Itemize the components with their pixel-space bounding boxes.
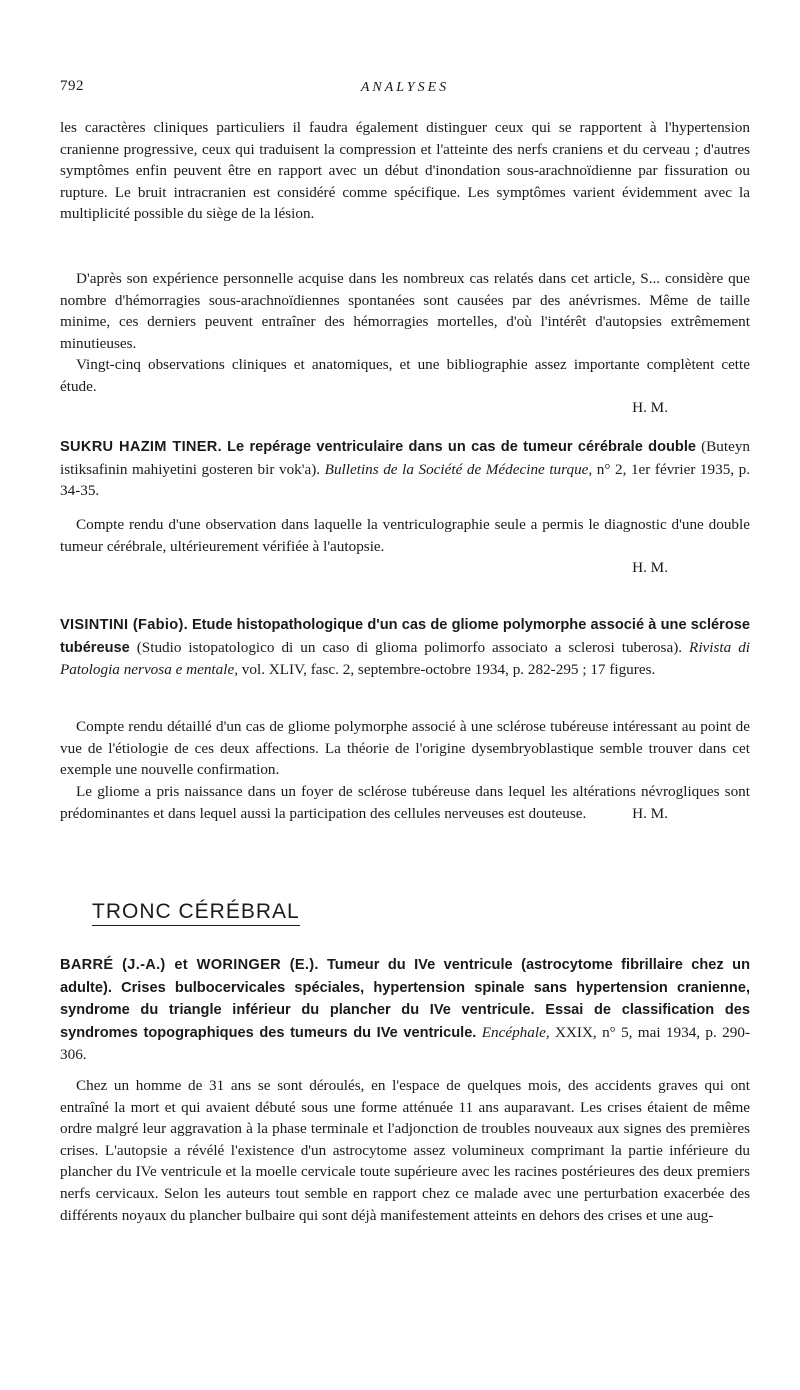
entry2-journal: Rivista di Patologia nervosa e mentale,: [60, 638, 751, 679]
entry3-author: BARRÉ (J.-A.) et WORINGER (E.).: [60, 957, 319, 973]
entry2-summary-2: [60, 781, 750, 824]
entry2-original-title: (Studio istopatologico di un caso di glioma polimorfo associato a sclerosi tuberosa).: [136, 638, 683, 656]
entry1-title: Le repérage ventriculaire dans un cas de tumeur cérébrale double: [227, 439, 696, 455]
intro-paragraph-1: les caractères cliniques particuliers il faudra également distinguer ceux qui se rapportent à l'hypertension cranienne progressive, ceux qui traduisent la compression et l'atteinte des nerfs craniens et du cerveau ; d'autres symptômes enfin peuvent être en rapport avec un début d'inondation sous-arachnoïdienne par fissuration ou rupture. Le bruit intracranien est considéré comme spécifique. Les symptômes varient évidemment avec la multiplicité possible du siège de la lésion.: [60, 119, 750, 223]
entry2-title: Etude histopathologique d'un cas de gliome polymorphe associé à une sclérose tubéreuse: [60, 617, 751, 656]
entry2-reference: [60, 614, 750, 681]
section-heading: TRONC CÉRÉBRAL: [92, 900, 300, 926]
intro-signature: H. M.: [632, 399, 668, 417]
entry2-summary-2-text: Le gliome a pris naissance dans un foyer de sclérose tubéreuse dans lequel les altérations névrogliques sont prédominantes et dans lequel aussi la participation des cellules nerveuses est douteuse.: [60, 783, 750, 822]
entry1-summary-text: Compte rendu d'une observation dans laquelle la ventriculographie seule a permis le diagnostic d'une double tumeur cérébrale, ultérieurement vérifiée à l'autopsie.: [60, 516, 750, 555]
entry3-citation: XXIX, n° 5, mai 1934, p. 290-306.: [60, 1023, 751, 1064]
page-number: 792: [60, 78, 84, 94]
entry2-summary-1: Compte rendu détaillé d'un cas de gliome polymorphe associé à une sclérose tubéreuse intéressant au point de vue de l'étiologie de ces deux affections. La théorie de l'origine dysembryoblastique semble trouver dans cet exemple une nouvelle confirmation.: [60, 718, 750, 779]
intro-paragraph-3: [60, 354, 750, 419]
entry3-journal: Encéphale,: [481, 1023, 550, 1041]
entry1-summary: [60, 514, 750, 579]
entry2-signature: H. M.: [632, 804, 668, 822]
entry3-summary: Chez un homme de 31 ans se sont déroulés, en l'espace de quelques mois, des accidents graves qui ont entraîné la mort et qui avaient débuté sous une forme atténuée 11 ans auparavant. Les crises étaient de même ordre malgré leur aggravation à la phase terminale et l'adjonction de troubles nouveaux aux signes des premières crises. L'autopsie a révélé l'existence d'un astrocytome assez volumineux comprimant la partie inférieure du plancher du IVe ventricule et la moelle cervicale toute supérieure avec les racines postérieures des deux premiers nerfs cervicaux. Selon les auteurs tout semble en rapport chez ce malade avec une perturbation exacerbée des différents noyaux du plancher bulbaire qui sont déjà manifestement atteints en dehors des crises et une aug-: [60, 1077, 750, 1224]
entry3-reference: [60, 954, 750, 1066]
entry2-citation: vol. XLIV, fasc. 2, septembre-octobre 1934, p. 282-295 ; 17 figures.: [241, 661, 656, 679]
entry1-original-title: (Buteyn istiksafinin mahiyetini gosteren bir vok'a).: [60, 438, 751, 478]
entry2-author: VISINTINI (Fabio).: [60, 617, 188, 633]
entry1-reference: [60, 436, 750, 502]
entry1-journal: Bulletins de la Société de Médecine turque,: [324, 460, 593, 478]
intro-paragraph-2: D'après son expérience personnelle acquise dans les nombreux cas relatés dans cet article, S... considère que nombre d'hémorragies sous-arachnoïdiennes spontanées sont causées par des anévrismes. Même de taille minime, ces derniers peuvent entraîner des hémorragies mortelles, d'où l'intérêt d'autopsies extrêmement minutieuses.: [60, 270, 750, 352]
entry1-citation: n° 2, 1er février 1935, p. 34-35.: [60, 460, 751, 500]
running-head: ANALYSES: [360, 80, 450, 95]
entry1-author: SUKRU HAZIM TINER.: [60, 439, 222, 455]
page-header: [60, 78, 750, 102]
entry1-signature: H. M.: [632, 559, 668, 577]
entry3-title: Tumeur du IVe ventricule (astrocytome fibrillaire chez un adulte). Crises bulbocervicales spéciales, hypertension spinale sans hypertension cranienne, syndrome du triangle inférieur du plancher du IVe ventricule. Essai de classification des syndromes topographiques des tumeurs du IVe ventricule.: [60, 957, 750, 1041]
intro-paragraph-3-text: Vingt-cinq observations cliniques et anatomiques, et une bibliographie assez importante complètent cette étude.: [60, 356, 750, 395]
